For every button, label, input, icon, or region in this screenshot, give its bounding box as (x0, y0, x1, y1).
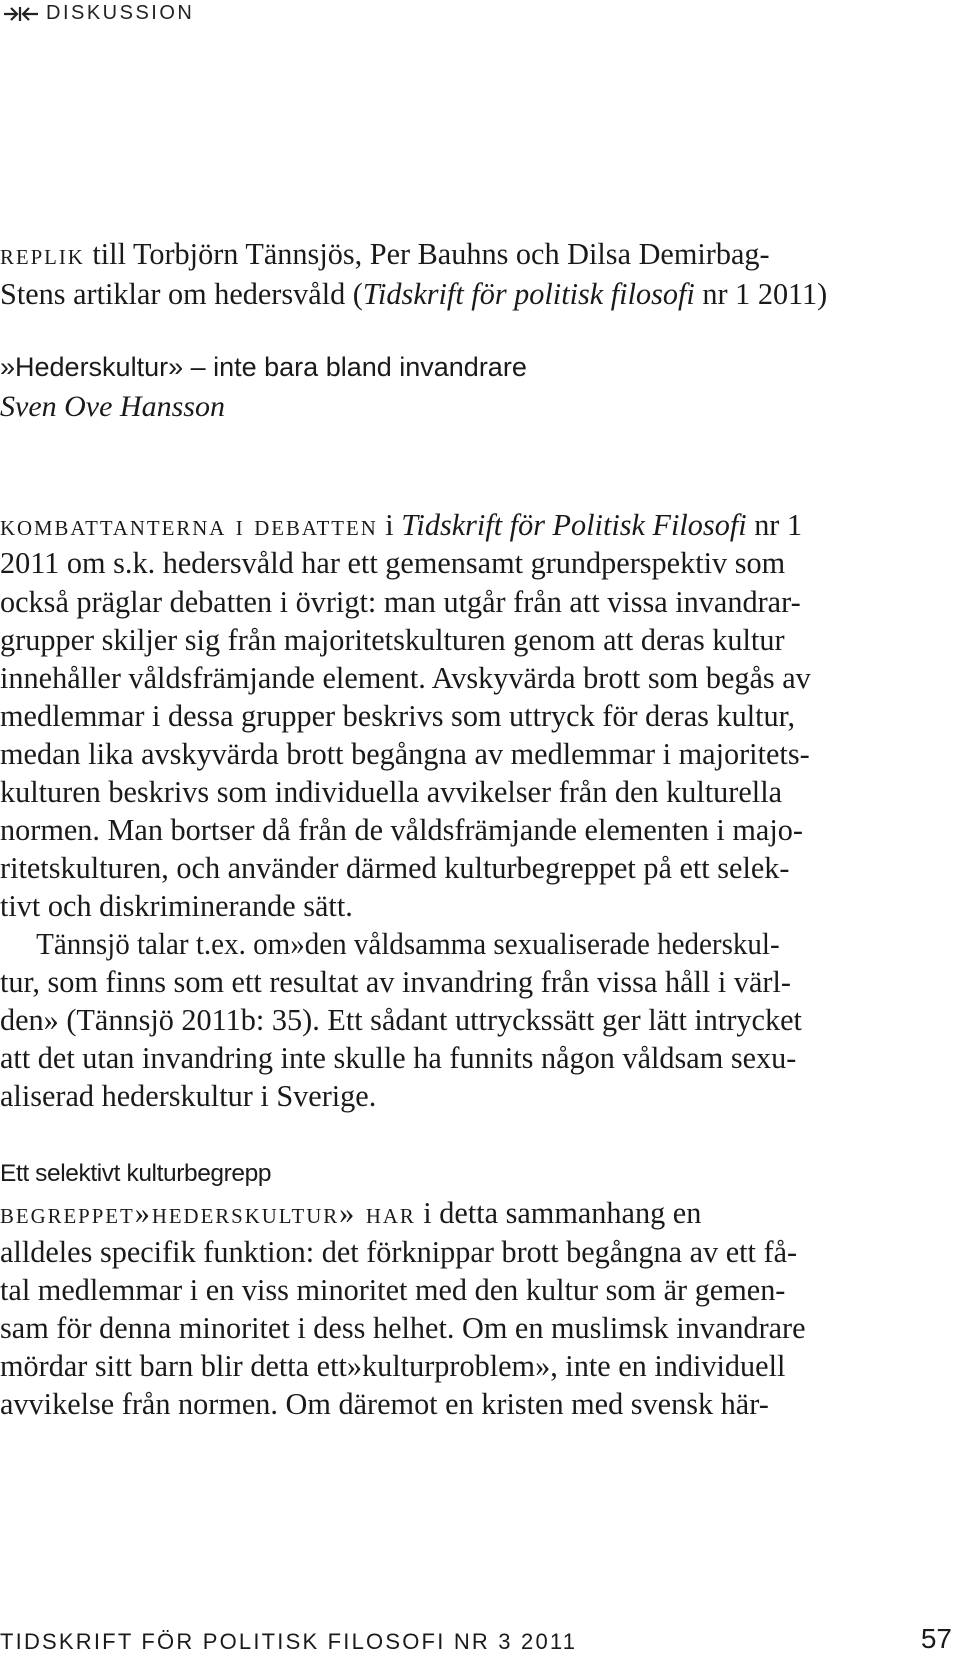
article-title: »Hederskultur» – inte bara bland invandrare (0, 352, 527, 382)
text-line: avvikelse från normen. Om däremot en kristen med svensk här- (0, 1387, 769, 1421)
replik-line-2-pre: Stens artiklar om hedersvåld ( (0, 277, 363, 311)
p1-end: nr 1 (746, 508, 803, 542)
text-line: sam för denna minoritet i dess helhet. Om en muslimsk invandrare (0, 1311, 806, 1345)
text-line: medan lika avskyvärda brott begångna av medlemmar i majoritets- (0, 737, 810, 771)
collapse-arrows-icon (2, 4, 40, 24)
subheading: Ett selektivt kulturbegrepp (0, 1160, 272, 1187)
replik-line-2-post: nr 1 2011) (694, 277, 828, 311)
text-line: kulturen beskrivs som individuella avvikelser från den kulturella (0, 775, 783, 809)
replik-line-1 (0, 236, 952, 272)
text-line: mördar sitt barn blir detta ett»kulturproblem», inte en individuell (0, 1349, 786, 1383)
text-line: Tännsjö talar t.ex. om»den våldsamma sexualiserade hederskul- (36, 927, 780, 961)
p1-journal-italic: Tidskrift för Politisk Filosofi (401, 508, 747, 542)
section-label (2, 2, 194, 25)
opening-smallcaps: kombattanterna i debatten (0, 508, 378, 542)
p1-mid: i (377, 508, 402, 542)
replik-line-1-text: till Torbjörn Tännsjös, Per Bauhns och Dilsa Demirbag- (84, 237, 770, 271)
replik-line-2 (0, 276, 952, 312)
page-number: 57 (920, 1623, 952, 1654)
text-line: tur, som finns som ett resultat av invandring från vissa håll i värl- (0, 965, 791, 999)
text-line: grupper skiljer sig från majoritetskulturen genom att deras kultur (0, 623, 785, 657)
text-line: aliserad hederskultur i Sverige. (0, 1079, 377, 1113)
text-line: alldeles specifik funktion: det förknippar brott begångna av ett få- (0, 1235, 798, 1269)
section-label-text: DISKUSSION (46, 2, 195, 24)
text-line: att det utan invandring inte skulle ha funnits någon våldsam sexu- (0, 1041, 797, 1075)
footer-journal: TIDSKRIFT FÖR POLITISK FILOSOFI NR 3 2011 (0, 1629, 578, 1654)
text-line: ritetskulturen, och använder därmed kulturbegreppet på ett selek- (0, 851, 790, 885)
text-line: tivt och diskriminerande sätt. (0, 889, 353, 923)
text-line: den» (Tännsjö 2011b: 35). Ett sådant uttryckssätt ger lätt intrycket (0, 1003, 802, 1037)
p3-line-1-rest: i detta sammanhang en (415, 1196, 702, 1230)
text-line: innehåller våldsfrämjande element. Avskyvärda brott som begås av (0, 661, 811, 695)
text-line: också präglar debatten i övrigt: man utgår från att vissa invandrar- (0, 585, 801, 619)
paragraph-1-line-1 (0, 507, 952, 543)
text-line: normen. Man bortser då från de våldsfrämjande elementen i majo- (0, 813, 803, 847)
p3-smallcaps: begreppet»hederskultur» har (0, 1196, 416, 1230)
journal-title-italic: Tidskrift för politisk filosofi (362, 277, 695, 311)
replik-smallcaps: replik (0, 237, 85, 271)
paragraph-3-line-1 (0, 1195, 952, 1231)
article-author: Sven Ove Hansson (0, 390, 225, 423)
text-line: 2011 om s.k. hedersvåld har ett gemensamt grundperspektiv som (0, 546, 786, 580)
text-line: medlemmar i dessa grupper beskrivs som uttryck för deras kultur, (0, 699, 796, 733)
text-line: tal medlemmar i en viss minoritet med den kultur som är gemen- (0, 1273, 786, 1307)
